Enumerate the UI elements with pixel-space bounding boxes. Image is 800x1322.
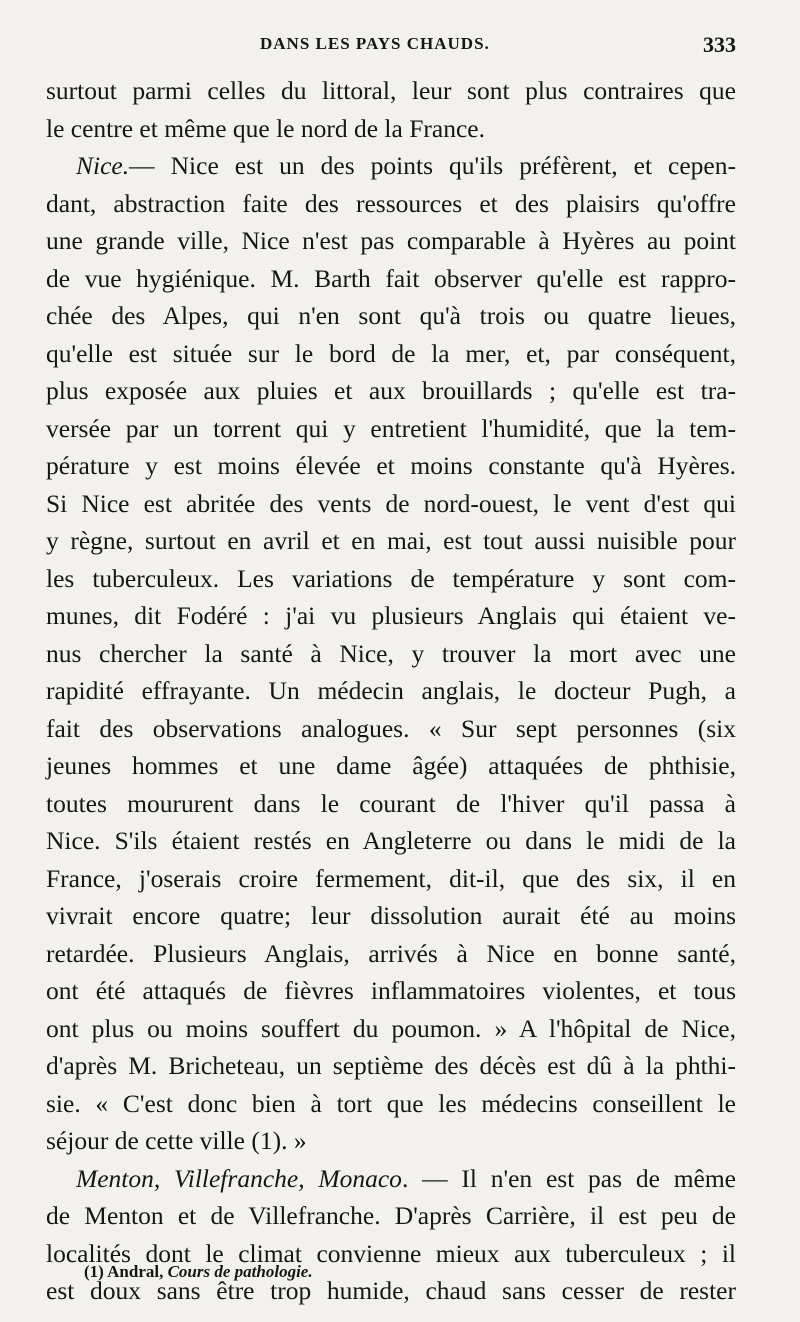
text-line: le centre et même que le nord de la France.: [46, 113, 485, 143]
text-line: vivrait encore quatre; leur dissolution aurait été au moins: [46, 901, 736, 930]
text-line: [46, 1160, 736, 1198]
text-line: séjour de cette ville (1). »: [46, 1126, 307, 1155]
text-line: d'après M. Bricheteau, un septième des décès est dû à la phthi-: [46, 1051, 736, 1080]
page-number: 333: [703, 32, 736, 57]
text-line: plus exposée aux pluies et aux brouillards ; qu'elle est tra-: [46, 376, 736, 405]
text-line: localités dont le climat convienne mieux aux tuberculeux ; il: [46, 1238, 736, 1268]
footnote-title: Cours de pathologie.: [167, 1262, 313, 1281]
page-header: [46, 34, 736, 64]
text-line: sie. « C'est donc bien à tort que les médecins conseillent le: [46, 1088, 736, 1118]
text-line: y règne, surtout en avril et en mai, est tout aussi nuisible pour: [46, 526, 736, 555]
text-line: dant, abstraction faite des ressources et des plaisirs qu'offre: [46, 188, 736, 218]
text-line: ont été attaqués de fièvres inflammatoires violentes, et tous: [46, 976, 736, 1005]
section-heading-nice: Nice.: [76, 151, 130, 180]
text-line: est doux sans être trop humide, chaud sans cesser de rester: [46, 1276, 736, 1305]
text-fragment: . — Il n'en est pas de même: [401, 1163, 736, 1193]
text-line: chée des Alpes, qui n'en sont qu'à trois ou quatre lieues,: [46, 301, 736, 330]
text-line: retardée. Plusieurs Anglais, arrivés à Nice en bonne santé,: [46, 938, 736, 968]
text-line: une grande ville, Nice n'est pas comparable à Hyères au point: [46, 226, 736, 255]
text-line: rapidité effrayante. Un médecin anglais, le docteur Pugh, a: [46, 676, 736, 705]
text-line: pérature y est moins élevée et moins constante qu'à Hyères.: [46, 451, 736, 480]
text-line: de Menton et de Villefranche. D'après Carrière, il est peu de: [46, 1201, 736, 1230]
text-line: toutes moururent dans le courant de l'hiver qu'il passa à: [46, 788, 736, 818]
text-line: de vue hygiénique. M. Barth fait observer qu'elle est rappro-: [46, 263, 736, 293]
text-line: jeunes hommes et une dame âgée) attaquées de phthisie,: [46, 751, 736, 780]
text-line: nus chercher la santé à Nice, y trouver la mort avec une: [46, 638, 736, 668]
text-line: [46, 147, 736, 185]
footnote: [84, 1260, 313, 1284]
text-line: ont plus ou moins souffert du poumon. » A l'hôpital de Nice,: [46, 1013, 736, 1043]
body-text: [46, 72, 736, 1310]
text-fragment: — Nice est un des points qu'ils préfèrent, et cepen-: [129, 151, 736, 180]
section-heading-menton: Menton, Villefranche, Monaco: [76, 1163, 402, 1193]
text-line: France, j'oserais croire fermement, dit-il, que des six, il en: [46, 863, 736, 893]
text-line: les tuberculeux. Les variations de température y sont com-: [46, 563, 736, 593]
running-head: DANS LES PAYS CHAUDS.: [260, 34, 490, 53]
text-line: surtout parmi celles du littoral, leur sont plus contraires que: [46, 76, 736, 105]
text-line: munes, dit Fodéré : j'ai vu plusieurs Anglais qui étaient ve-: [46, 601, 736, 630]
text-line: Nice. S'ils étaient restés en Angleterre ou dans le midi de la: [46, 826, 736, 855]
footnote-marker: (1) Andral,: [84, 1262, 164, 1281]
text-line: qu'elle est située sur le bord de la mer, et, par conséquent,: [46, 338, 736, 368]
text-line: fait des observations analogues. « Sur sept personnes (six: [46, 713, 736, 743]
text-line: Si Nice est abritée des vents de nord-ouest, le vent d'est qui: [46, 488, 736, 518]
text-line: versée par un torrent qui y entretient l'humidité, que la tem-: [46, 413, 736, 443]
